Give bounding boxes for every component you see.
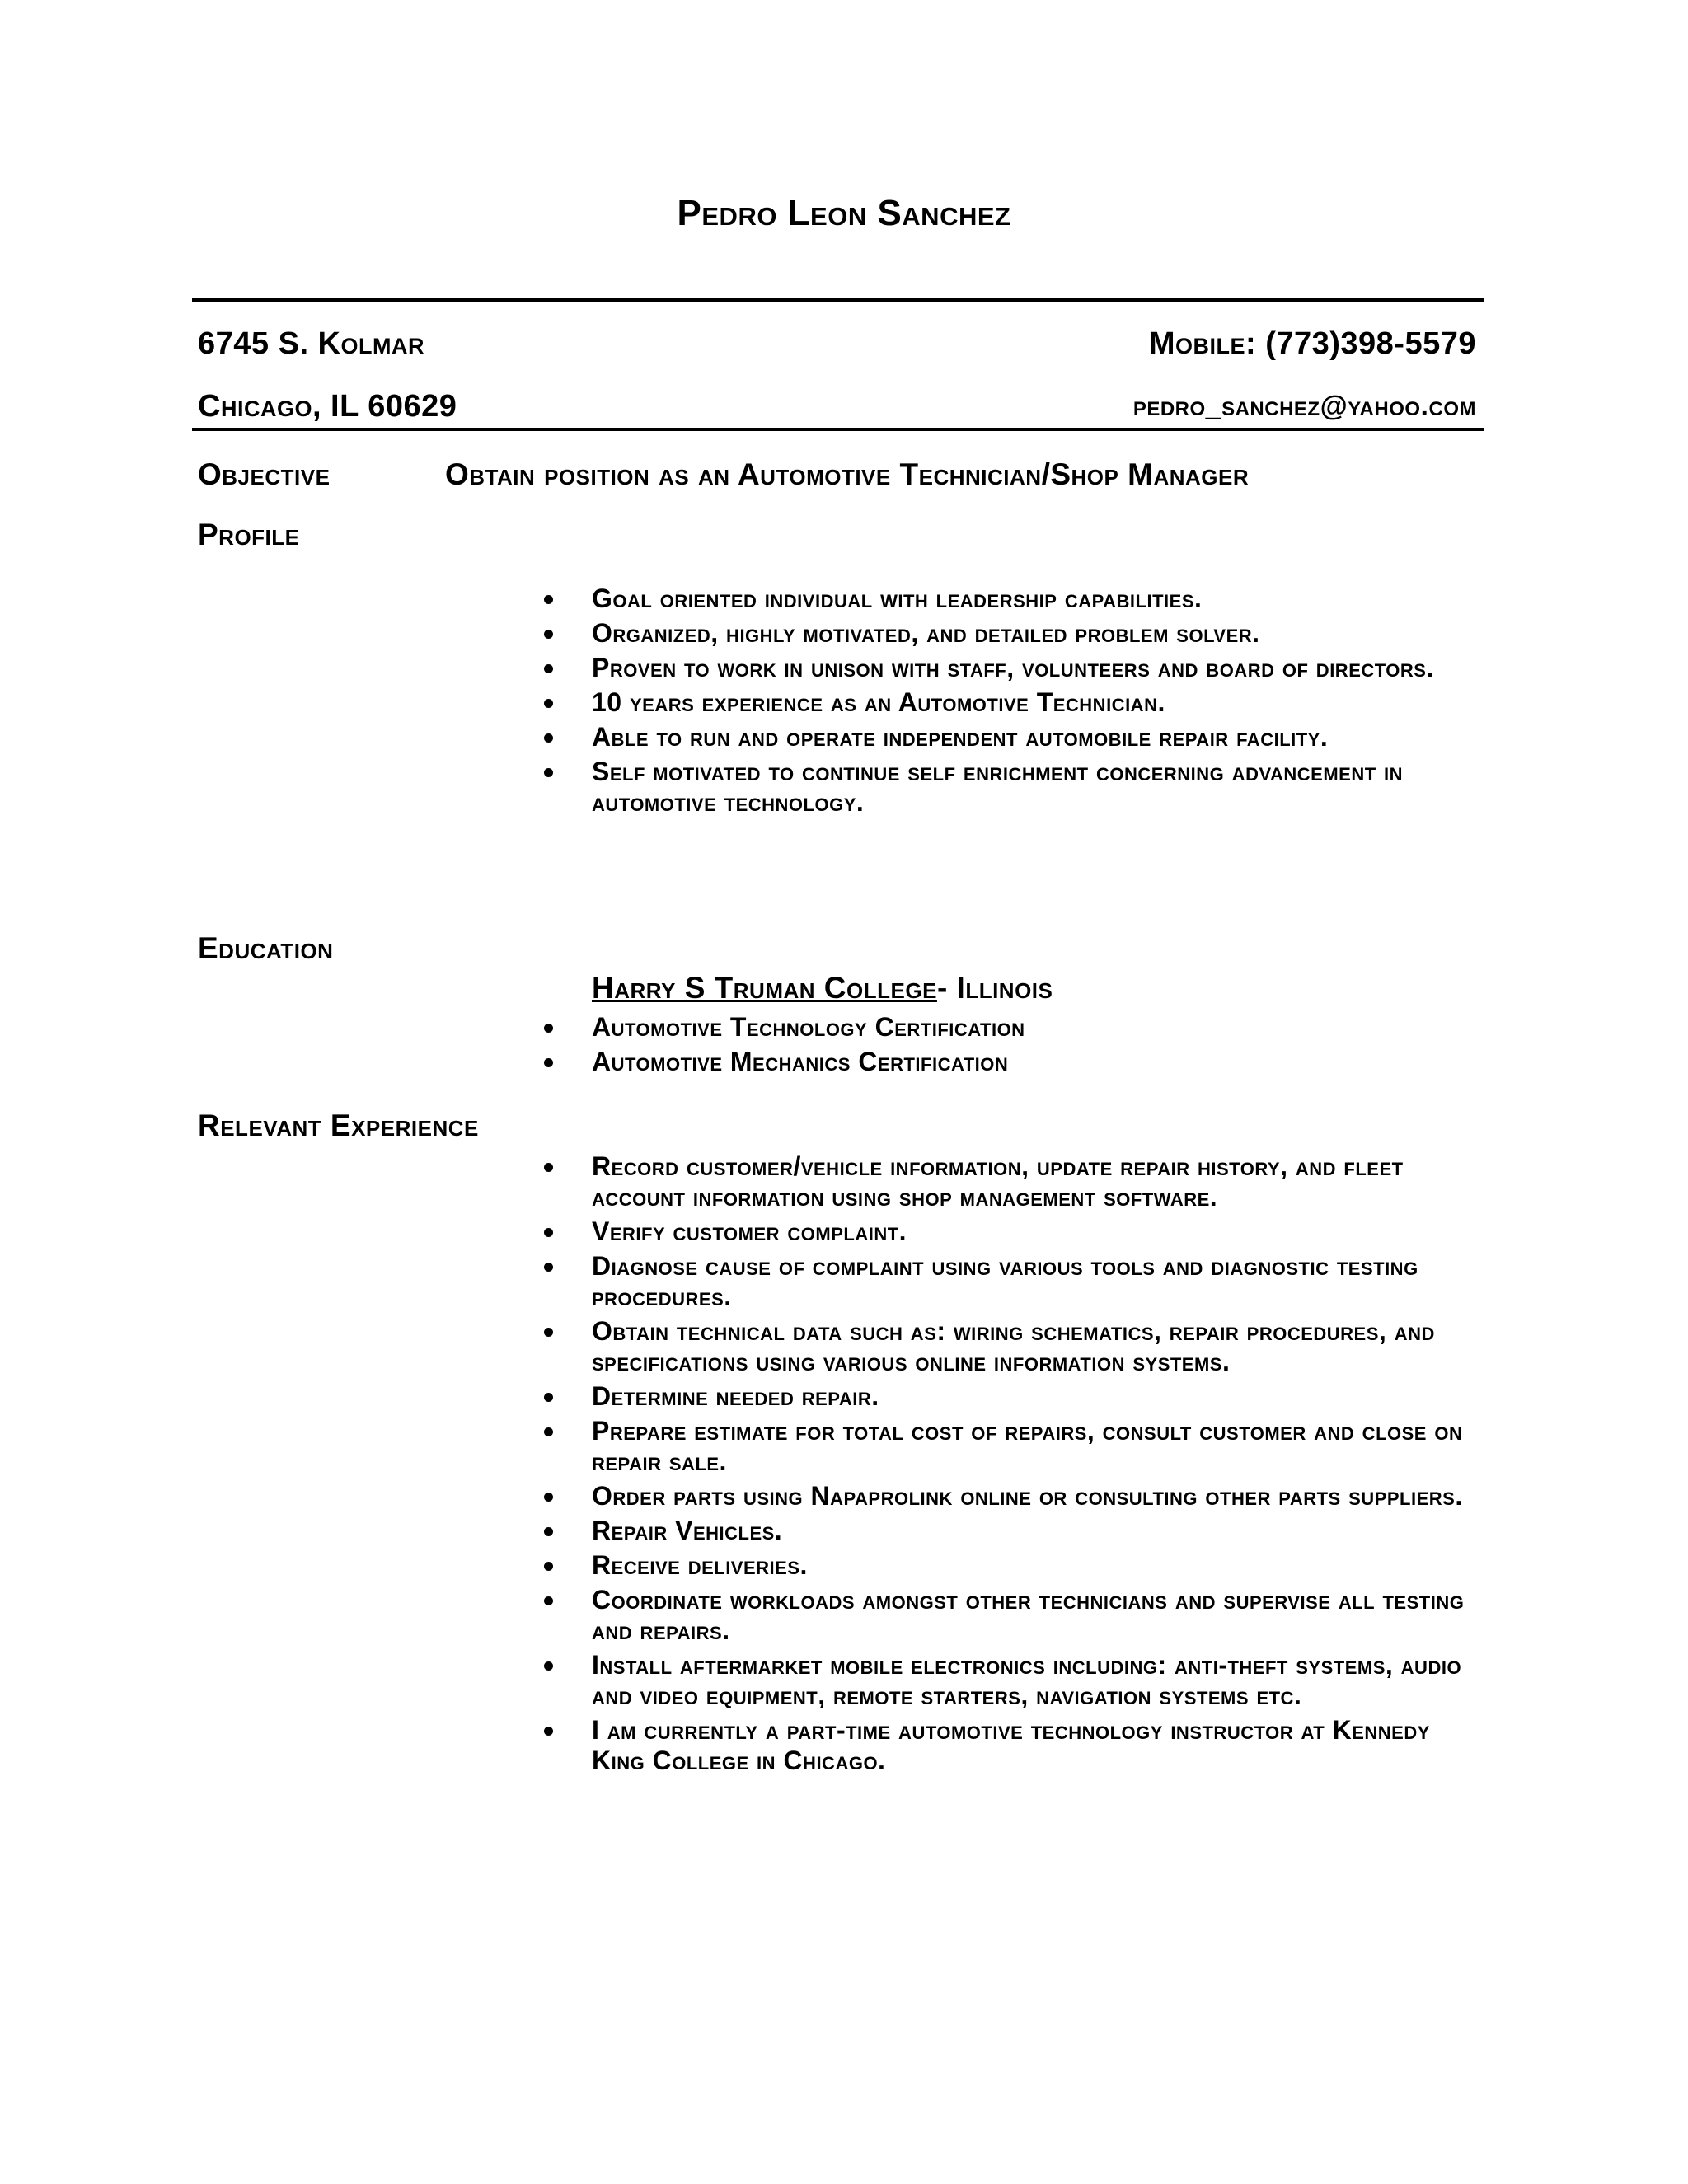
list-item: Organized, highly motivated, and detailed problem solver. xyxy=(544,618,1484,649)
candidate-name: Pedro Leon Sanchez xyxy=(677,193,1011,233)
bullet-icon xyxy=(544,733,553,743)
list-item: Prepare estimate for total cost of repairs, consult customer and close on repair sale. xyxy=(544,1416,1484,1477)
list-item: Able to run and operate independent automobile repair facility. xyxy=(544,722,1484,752)
bullet-icon xyxy=(544,1393,553,1402)
email-address: pedro_sanchez@yahoo.com xyxy=(1132,391,1476,422)
list-item: Record customer/vehicle information, update repair history, and fleet account information using shop management software. xyxy=(544,1151,1484,1212)
bullet-icon xyxy=(544,1058,553,1067)
experience-label: Relevant Experience xyxy=(198,1108,479,1142)
list-item: I am currently a part-time automotive technology instructor at Kennedy King College in Chicago. xyxy=(544,1715,1484,1776)
profile-label: Profile xyxy=(198,518,300,551)
list-item: Proven to work in unison with staff, volunteers and board of directors. xyxy=(544,653,1484,683)
college-location: - Illinois xyxy=(936,971,1053,1005)
list-item: 10 years experience as an Automotive Technician. xyxy=(544,687,1484,718)
list-item: Obtain technical data such as: wiring schematics, repair procedures, and specifications using various online information systems. xyxy=(544,1316,1484,1377)
bullet-icon xyxy=(544,1493,553,1502)
bullet-icon xyxy=(544,1596,553,1605)
bullet-icon xyxy=(544,1527,553,1536)
college-title: Harry S Truman College xyxy=(592,971,937,1005)
college-name xyxy=(592,971,1053,1005)
bullet-icon xyxy=(544,1228,553,1237)
address-line-2: Chicago, IL 60629 xyxy=(198,389,457,424)
objective-label: Objective xyxy=(198,457,331,491)
bullet-icon xyxy=(544,1562,553,1571)
bullet-icon xyxy=(544,1661,553,1671)
bullet-icon xyxy=(544,1427,553,1436)
objective-text: Obtain position as an Automotive Technician/Shop Manager xyxy=(445,457,1250,491)
bullet-icon xyxy=(544,1263,553,1272)
list-item: Verify customer complaint. xyxy=(544,1216,1484,1247)
list-item: Repair Vehicles. xyxy=(544,1516,1484,1546)
bullet-icon xyxy=(544,1328,553,1337)
experience-list xyxy=(544,1151,1484,1780)
bullet-icon xyxy=(544,630,553,639)
bullet-icon xyxy=(544,1024,553,1033)
list-item: Coordinate workloads amongst other technicians and supervise all testing and repairs. xyxy=(544,1585,1484,1646)
list-item: Receive deliveries. xyxy=(544,1550,1484,1581)
bullet-icon xyxy=(544,595,553,604)
header-divider-top xyxy=(192,298,1484,302)
list-item: Goal oriented individual with leadership capabilities. xyxy=(544,583,1484,614)
list-item: Install aftermarket mobile electronics including: anti-theft systems, audio and video equipment, remote starters, navigation systems etc. xyxy=(544,1650,1484,1711)
list-item: Self motivated to continue self enrichment concerning advancement in automotive technology. xyxy=(544,757,1484,818)
education-label: Education xyxy=(198,931,334,965)
list-item: Order parts using Napaprolink online or consulting other parts suppliers. xyxy=(544,1481,1484,1511)
list-item: Diagnose cause of complaint using various tools and diagnostic testing procedures. xyxy=(544,1251,1484,1312)
header-divider-bottom xyxy=(192,428,1484,431)
mobile-number: Mobile: (773)398-5579 xyxy=(1148,326,1476,361)
bullet-icon xyxy=(544,1163,553,1172)
address-line-1: 6745 S. Kolmar xyxy=(198,326,424,361)
bullet-icon xyxy=(544,1727,553,1736)
list-item: Automotive Mechanics Certification xyxy=(544,1047,1484,1077)
list-item: Determine needed repair. xyxy=(544,1381,1484,1412)
bullet-icon xyxy=(544,699,553,708)
education-list xyxy=(544,1012,1484,1081)
bullet-icon xyxy=(544,664,553,673)
profile-list xyxy=(544,583,1484,822)
list-item: Automotive Technology Certification xyxy=(544,1012,1484,1043)
bullet-icon xyxy=(544,768,553,777)
